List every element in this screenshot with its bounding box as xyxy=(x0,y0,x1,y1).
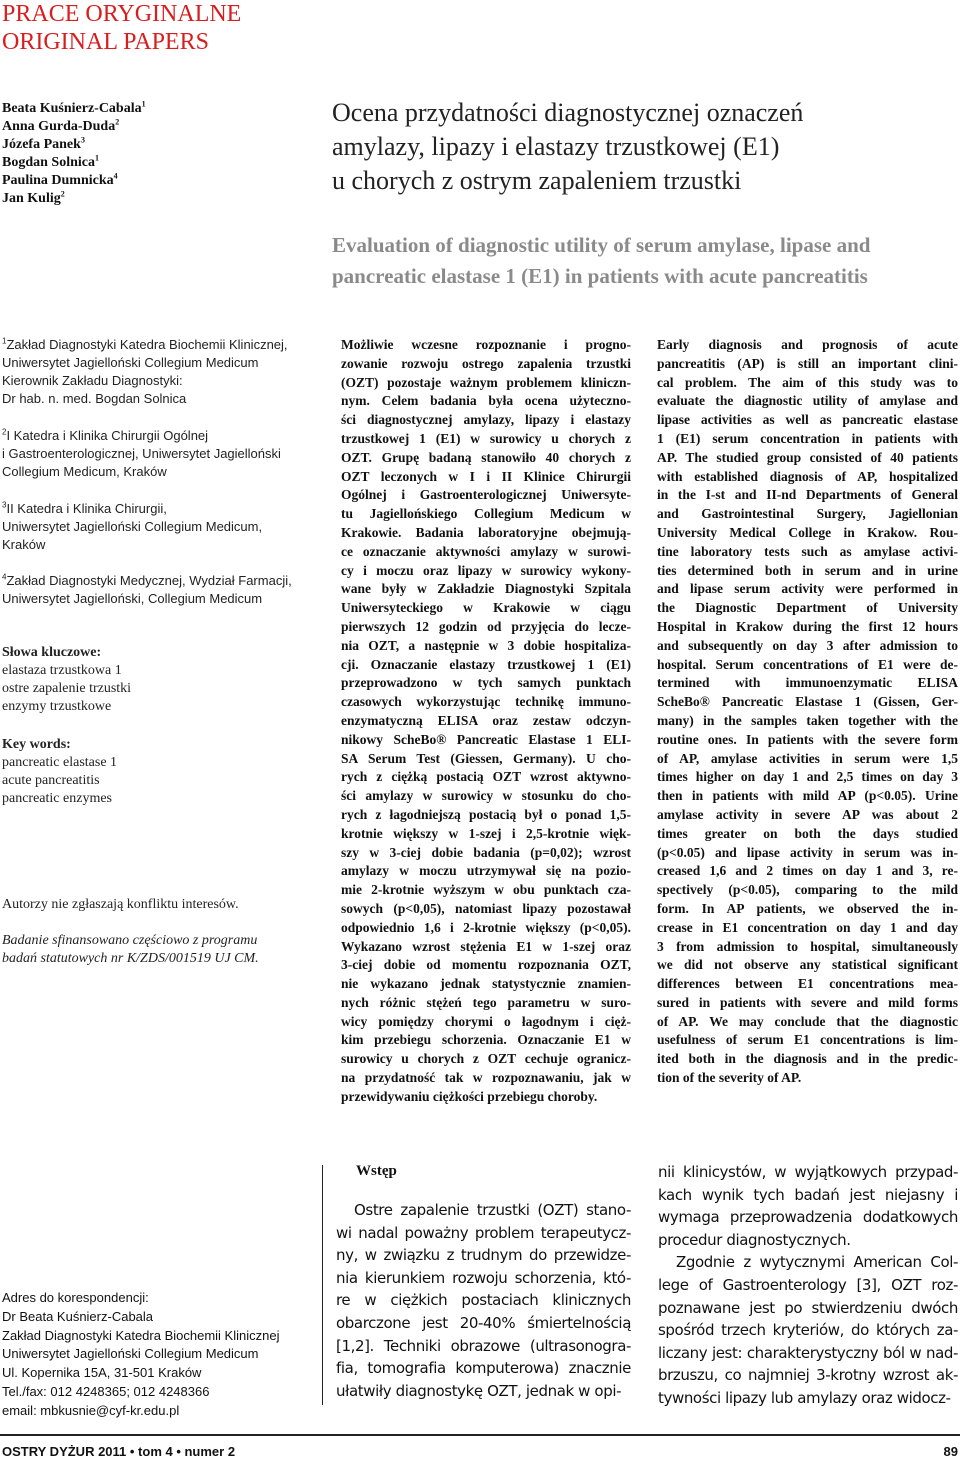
column-divider xyxy=(322,1165,323,1405)
author: Paulina Dumnicka$^4$ xyxy=(2,171,118,188)
text-line: AP. The studied group consisted of 40 patients xyxy=(657,449,958,465)
text-line: czasowych wykorzystując technikę immuno- xyxy=(341,694,631,710)
text-line: lipase activities as well as pancreatic elastase xyxy=(657,412,958,428)
text-line: ce oznaczanie aktywności amylazy w surowi- xyxy=(341,543,631,559)
body-column-2 xyxy=(658,1161,958,1410)
author-list xyxy=(2,100,302,208)
body-column-1 xyxy=(336,1199,631,1402)
keyword: pancreatic elastase 1 xyxy=(2,755,118,770)
text-line: ited both in the diagnosis and in the predic- xyxy=(657,1051,958,1067)
section-heading: Wstęp xyxy=(356,1163,397,1179)
text-line: Zgodnie z wytycznymi American Col- xyxy=(676,1253,958,1272)
text-line: hospital. Serum concentrations of E1 were de- xyxy=(657,656,958,672)
text-line: liczany jest: charakterystyczny ból w nad- xyxy=(658,1343,958,1362)
text-line: (OZT) pozostaje ważnym problemem kliniczn- xyxy=(341,374,631,390)
text-line: przeprowadzono w tych samych punktach xyxy=(341,675,631,691)
text-line: obarczone jest 20-40% śmiertelnością xyxy=(336,1313,631,1332)
text-line: spectively (p<0.05), comparing to the mild xyxy=(657,882,958,898)
text-line: trzustkowej 1 (E1) w surowicy u chorych z xyxy=(341,430,631,446)
email-link[interactable]: email: mbkusnie@cyf-kr.edu.pl xyxy=(2,1402,180,1418)
text-line: brzuszu, co najmniej 3-krotny wzrost ak- xyxy=(658,1366,958,1385)
text-line: nym. Celem badania była ocena użyteczno- xyxy=(341,393,631,409)
text-line: cy i moczu oraz lipazy w surowicy wykony- xyxy=(341,562,631,578)
text-line: 3 from admission to hospital, simultaneously xyxy=(657,938,958,954)
text-line: pierwszych 12 godzin od przyjęcia do lecze- xyxy=(341,618,631,634)
text-line: SA Serum Test (Giessen, Germany). U cho- xyxy=(341,750,631,766)
title-polish: Ocena przydatności diagnostycznej oznaczeń amylazy, lipazy i elastazy trzustkowej (E1) u chorych z ostrym zapaleniem trzustki xyxy=(332,98,804,195)
text-line: wicy pomiędzy chorymi o łagodnym i cięż- xyxy=(341,1013,631,1029)
text-line: nie wykazano jednak statystycznie znamien- xyxy=(341,976,631,992)
page-number: 89 xyxy=(943,1444,958,1459)
text-line: wymaga przeprowadzenia dodatkowych xyxy=(658,1208,958,1227)
keywords-heading: Key words: xyxy=(2,737,71,752)
affiliation-4: $^4$Zakład Diagnostyki Medycznej, Wydział Farmacji, Uniwersytet Jagielloński, Collegium Medicum xyxy=(2,572,292,606)
section-label-pl: PRACE ORYGINALNE xyxy=(2,1,242,27)
text-line: then in patients with mild AP (p<0.05). Urine xyxy=(657,788,958,804)
author: Anna Gurda-Duda$^2$ xyxy=(2,117,120,134)
text-line: sured in patients with severe and mild forms xyxy=(657,994,958,1010)
text-line: Wykazano wzrost stężenia E1 w 1-szej oraz xyxy=(341,938,631,954)
text-line: of AP. We may conclude that the diagnostic xyxy=(657,1013,958,1029)
text-line: re w ciężkich postaciach klinicznych xyxy=(336,1291,631,1310)
text-line: Krakowie. Badania laboratoryjne obejmują- xyxy=(341,524,631,540)
footer-rule xyxy=(0,1434,960,1436)
text-line: tu Jagiellońskiego Collegium Medicum w xyxy=(341,506,631,522)
affiliation-2: $^2$I Katedra i Klinika Chirurgii Ogólnej i Gastroenterologicznej, Uniwersytet Jagielloński Collegium Medicum, Kraków xyxy=(2,427,281,479)
funding-statement: Badanie sfinansowano częściowo z programu badań statutowych nr K/ZDS/001519 UJ CM. xyxy=(2,933,259,966)
text-line: and subsequently on day 3 after admission to xyxy=(657,637,958,653)
text-line: the Diagnostic Department of University xyxy=(657,600,958,616)
text-line: nii klinicystów, w wyjątkowych przypad- xyxy=(658,1163,958,1181)
text-line: zowanie rozwoju ostrego zapalenia trzustki xyxy=(341,355,631,371)
text-line: Early diagnosis and prognosis of acute xyxy=(657,337,958,352)
text-line: surowicy u chorych z OZT cechuje ogranicz- xyxy=(341,1051,631,1067)
correspondence-address: Adres do korespondencji: Dr Beata Kuśnierz-Cabala Zakład Diagnostyki Katedra Biochemii Klinicznej Uniwersytet Jagielloński Collegium Medicum Ul. Kopernika 15A, 31-501 Kraków Tel./fax: 012 4248365; 012 4248366 email: mbkusnie@cyf-kr.edu.pl xyxy=(2,1289,322,1421)
text-line: usefulness of serum E1 concentrations is lim- xyxy=(657,1032,958,1048)
text-line: differences between E1 concentrations mea- xyxy=(657,976,958,992)
text-line: (p<0.05) and lipase activity in serum was in- xyxy=(657,844,958,860)
text-line: rych z ciężką postacią OZT wzrost aktywno- xyxy=(341,769,631,785)
text-line: with established diagnosis of AP, hospitalized xyxy=(657,468,958,484)
text-line: ści amylazy w surowicy w stosunku do cho- xyxy=(341,788,631,804)
text-line: in the I-st and II-nd Departments of General xyxy=(657,487,958,503)
text-line: OZT leczonych w I i II Klinice Chirurgii xyxy=(341,468,631,484)
text-line: nia kierunkiem rozwoju schorzenia, któ- xyxy=(336,1268,631,1287)
text-line: ScheBo® Pancreatic Elastase 1 (Gissen, Ger- xyxy=(657,694,958,710)
text-line: termined with immunoenzymatic ELISA xyxy=(657,675,958,691)
text-line: creased 1,6 and 2 times on day 1 and 3, re- xyxy=(657,863,958,879)
text-line: and lipase serum activity were performed in xyxy=(657,581,958,597)
text-line: krotnie większy w 1-szej i 2,5-krotnie więk- xyxy=(341,825,631,841)
abstract-english xyxy=(657,336,958,1088)
keyword: ostre zapalenie trzustki xyxy=(2,681,132,696)
text-line: wane były w Zakładzie Diagnostyki Szpitala xyxy=(341,581,631,597)
text-line: lege of Gastroenterology [3], OZT roz- xyxy=(658,1275,958,1294)
affiliation-3: $^3$II Katedra i Klinika Chirurgii, Uniwersytet Jagielloński Collegium Medicum, Kraków xyxy=(2,500,263,552)
text-line: and Gastrointestinal Surgery, Jagiellonian xyxy=(657,506,958,522)
text-line: cji. Oznaczanie elastazy trzustkowej 1 (E1) xyxy=(341,656,631,672)
text-line: rych z łagodniejszą postacią był o ponad 1,5- xyxy=(341,806,631,822)
text-line: ści diagnostycznej amylazy, lipazy i elastazy xyxy=(341,412,631,428)
text-line: nikowy ScheBo® Pancreatic Elastase 1 ELI- xyxy=(341,731,631,747)
text-line: many) in the samples taken together with the xyxy=(657,712,958,728)
text-line: poznawane jest po stwierdzeniu dwóch xyxy=(658,1298,958,1317)
title-english: Evaluation of diagnostic utility of serum amylase, lipase and pancreatic elastase 1 (E1) in patients with acute pancreatitis xyxy=(332,233,871,288)
text-line: spośród trzech kryteriów, do których za- xyxy=(658,1321,958,1340)
conflict-statement: Autorzy nie zgłaszają konfliktu interesów. xyxy=(2,897,239,912)
text-line: pancreatitis (AP) is still an important clini- xyxy=(657,355,958,371)
keyword: enzymy trzustkowe xyxy=(2,699,112,714)
text-line: tine laboratory tests such as amylase activi- xyxy=(657,543,958,559)
abstract-polish xyxy=(341,336,631,1107)
text-line: odpowiednio 1,6 i 2-krotnie większy (p<0,05). xyxy=(341,919,631,935)
author: Beata Kuśnierz-Cabala$^1$ xyxy=(2,99,146,116)
text-line: kach wynik tych badań jest niejasny i xyxy=(658,1185,958,1204)
text-line: OZT. Grupę badaną stanowiło 40 chorych z xyxy=(341,449,631,465)
text-line: przewidywaniu ciężkości przebiegu choroby. xyxy=(341,1088,598,1104)
text-line: ties determined both in serum and in urine xyxy=(657,562,958,578)
text-line: form. In AP patients, we observed the in- xyxy=(657,900,958,916)
text-line: ułatwiły diagnostykę OZT, jednak w opi- xyxy=(336,1381,622,1400)
text-line: amylazy w moczu utrzymywał się na pozio- xyxy=(341,863,631,879)
author: Jan Kulig$^2$ xyxy=(2,189,65,206)
text-line: szy w 3-ciej dobie badania (p=0,02); wzrost xyxy=(341,844,631,860)
author: Józefa Panek$^3$ xyxy=(2,135,85,152)
keywords-polish xyxy=(2,644,314,716)
text-line: 1 (E1) serum concentration in patients with xyxy=(657,430,958,446)
text-line: Uniwersyteckiego w Krakowie w ciągu xyxy=(341,600,631,616)
text-line: Ostre zapalenie trzustki (OZT) stano- xyxy=(354,1201,631,1219)
text-line: Hospital in Krakow during the first 12 hours xyxy=(657,618,958,634)
affiliation-1: $^1$Zakład Diagnostyki Katedra Biochemii Klinicznej, Uniwersytet Jagielloński Collegium Medicum Kierownik Zakładu Diagnostyki: Dr hab. n. med. Bogdan Solnica xyxy=(2,336,288,406)
text-line: amylase activity in severe AP was about 2 xyxy=(657,806,958,822)
text-line: procedur diagnostycznych. xyxy=(658,1230,851,1249)
text-line: routine ones. In patients with the severe form xyxy=(657,731,958,747)
text-line: we did not observe any statistical significant xyxy=(657,957,958,973)
text-line: 3-ciej dobie od momentu rozpoznania OZT, xyxy=(341,957,631,973)
text-line: of AP, amylase activities in serum were 1,5 xyxy=(657,750,958,766)
journal-footer: OSTRY DYŻUR 2011 • tom 4 • numer 2 xyxy=(2,1444,236,1459)
text-line: evaluate the diagnostic utility of amylase and xyxy=(657,393,958,409)
text-line: sowych (p<0,05), natomiast lipazy pozostawał xyxy=(341,900,631,916)
text-line: crease in E1 concentration on day 1 and day xyxy=(657,919,958,935)
keyword: acute pancreatitis xyxy=(2,773,100,788)
text-line: enzymatyczną ELISA oraz zestaw odczyn- xyxy=(341,712,631,728)
author: Bogdan Solnica$^1$ xyxy=(2,153,99,170)
keyword: pancreatic enzymes xyxy=(2,791,112,806)
text-line: kim przebiegu schorzenia. Oznaczanie E1 w xyxy=(341,1032,631,1048)
text-line: tion of the severity of AP. xyxy=(657,1070,802,1086)
text-line: fia, tomografia komputerowa) znacznie xyxy=(336,1359,631,1378)
text-line: times greater on both the days studied xyxy=(657,825,958,841)
text-line: [1,2]. Techniki obrazowe (ultrasonogra- xyxy=(336,1336,631,1355)
text-line: times higher on day 1 and 2,5 times on day 3 xyxy=(657,769,958,785)
text-line: mie 2-krotnie wyższym w obu punktach cza- xyxy=(341,882,631,898)
keywords-english xyxy=(2,736,314,808)
text-line: nia OZT, a następnie w 3 dobie hospitaliza- xyxy=(341,637,631,653)
text-line: ny, w związku z trudnym do przewidze- xyxy=(336,1246,631,1265)
text-line: Ogólnej i Gastroenterologicznej Uniwersyte- xyxy=(341,487,631,503)
text-line: na przydatność tak w rozpoznawaniu, jak w xyxy=(341,1070,631,1086)
text-line: cal problem. The aim of this study was to xyxy=(657,374,958,390)
text-line: Możliwie wczesne rozpoznanie i progno- xyxy=(341,337,631,352)
section-label-en: ORIGINAL PAPERS xyxy=(2,29,209,55)
text-line: University Medical College in Krakow. Rou- xyxy=(657,524,958,540)
keywords-heading: Słowa kluczowe: xyxy=(2,645,102,660)
keyword: elastaza trzustkowa 1 xyxy=(2,663,122,678)
text-line: nych różnic stężeń tego parametru w suro- xyxy=(341,994,631,1010)
text-line: tywności lipazy lub amylazy oraz widocz- xyxy=(658,1388,951,1407)
text-line: wi nadal poważny problem terapeutycz- xyxy=(336,1223,631,1242)
